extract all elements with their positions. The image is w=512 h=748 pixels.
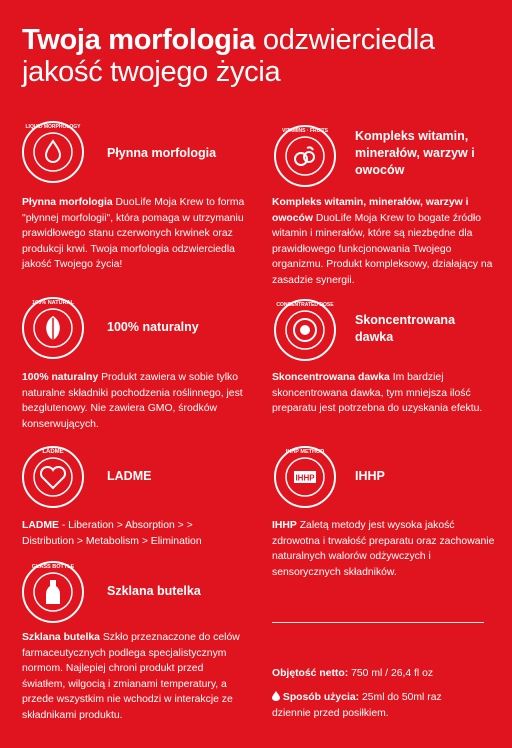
volume-info [272,666,492,682]
svg-text:100% NATURAL: 100% NATURAL [32,300,74,306]
feature-name-natural: 100% naturalny [107,320,199,334]
vitamins-badge [273,124,337,188]
feature-desc-natural: 100% naturalny Produkt zawiera w sobie tylko naturalne składniki pochodzenia roślinnego, jest bezglutenowy. Nie zawiera GMO, środków konserwujących. [22,372,243,430]
feature-desc-ladme: LADME - Liberation > Absorption > > Distribution > Metabolism > Elimination [22,520,202,547]
page-title [22,24,502,88]
feature-desc-vitamins: Kompleks witamin, minerałów, warzyw i owoców DuoLife Moja Krew to bogate źródło witamin i minerałów, które są niezbędne dla prawidłowego funkcjonowania Twojego organizmu. Produkt kompleksowy, działający na zasadzie synergii. [272,197,493,286]
svg-text:IHHP METHOD: IHHP METHOD [285,449,325,455]
drop-icon [272,691,280,701]
volume-label: Objętość netto: [272,668,349,679]
feature-name-glass: Szklana butelka [107,584,201,598]
svg-text:GLASS BOTTLE: GLASS BOTTLE [31,564,75,570]
svg-text:LADME: LADME [42,449,64,455]
feature-name-vitamins: Kompleks witamin, minerałów, warzyw i owoców [355,129,475,177]
glass-bottle-badge [21,560,85,624]
usage-value: 25ml do 50ml raz dziennie przed posiłkiem. [272,692,442,719]
feature-desc-liquid: Płynna morfologia DuoLife Moja Krew to forma "płynnej morfologii", która pomaga w utrzymaniu prawidłowego stanu czerwonych krwinek oraz produkcji krwi. Twoja morfologia odzwierciedla jakość Twojego życia! [22,197,245,271]
svg-text:CONCENTRATED DOSE: CONCENTRATED DOSE [276,302,334,308]
ladme-badge [21,445,85,509]
svg-text:VITAMINS · FRUITS: VITAMINS · FRUITS [281,128,329,134]
volume-value: 750 ml / 26,4 fl oz [348,668,434,679]
feature-name-ladme: LADME [107,469,152,483]
feature-name-ihhp: IHHP [355,469,385,483]
feature-desc-glass: Szklana butelka Szkło przeznaczone do celów farmaceutycznych podlega specjalistycznym normom. Najlepiej chroni produkt przed światłem, wilgocią i zmianami temperatury, a przede wszystkim nie wchodzi w interakcje ze składnikami produktu. [22,632,240,721]
concentrated-badge [273,298,337,362]
ihhp-badge [273,445,337,509]
natural-badge [21,296,85,360]
usage-label: Sposób użycia: [282,692,360,703]
svg-text:IHHP: IHHP [295,473,315,483]
feature-desc-concentrated: Skoncentrowana dawka Im bardziej skoncentrowana dawka, tym mniejsza ilość preparatu jest potrzebna do uzyskania efektu. [272,372,483,415]
title-line2: jakość twojego życia [22,56,281,88]
title-bold: Twoja morfologia [22,24,256,56]
liquid-morphology-badge [21,120,85,184]
info-separator [272,622,484,623]
title-rest: odzwierciedla [255,24,435,56]
feature-name-liquid: Płynna morfologia [107,146,217,160]
feature-desc-ihhp: IHHP Zaletą metody jest wysoka jakość zdrowotna i trwałość preparatu oraz zachowanie naturalnych walorów odżywczych i sensorycznych składników. [272,520,495,578]
svg-text:LIQUID MORPHOLOGY: LIQUID MORPHOLOGY [25,124,81,130]
feature-name-concentrated: Skoncentrowana dawka [355,313,456,344]
usage-info [272,690,472,721]
